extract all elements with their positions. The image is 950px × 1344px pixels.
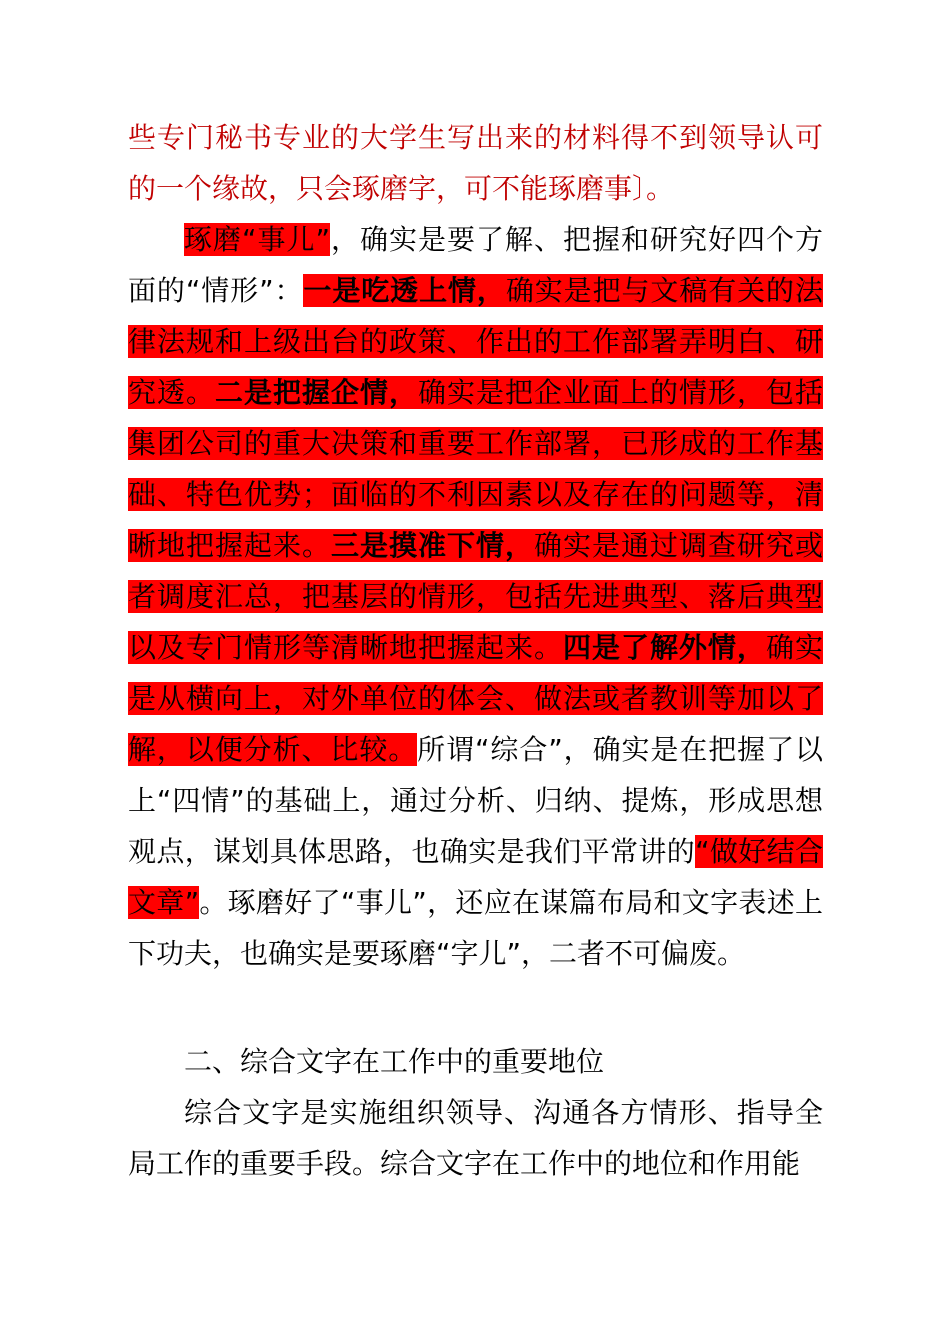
- point-four-text: 确实是从横向上，对外单位的体会、做法或者教训等加以了解，以便分析、比较。: [128, 631, 823, 766]
- point-one-heading: 一是吃透上情，: [303, 274, 506, 307]
- point-four-heading: 四是了解外情，: [562, 631, 766, 664]
- point-two-text: 确实是把企业面上的情形，包括集团公司的重大决策和重要工作部署，已形成的工作基础、特色优势；面临的不利因素以及存在的问题等，清晰地把握起来。: [128, 376, 823, 562]
- text-segment: 所谓“综合”，确实是在把握了以上“四情”的基础上，通过分析、归纳、提炼，形成思想观点，谋划具体思路，也确实是我们平常讲的: [128, 733, 823, 868]
- intro-paragraph: 些专门秘书专业的大学生写出来的材料得不到领导认可的一个缘故，只会琢磨字，可不能琢磨事〕。: [128, 121, 823, 205]
- point-one-text: 确实是把与文稿有关的法律法规和上级出台的政策、作出的工作部署弄明白、研究透。: [128, 274, 823, 409]
- highlight-zuohao-jiehe-wenzhang: “做好结合文章”: [128, 835, 823, 919]
- point-three-text: 确实是通过调查研究或者调度汇总，把基层的情形，包括先进典型、落后典型以及专门情形等清晰地把握起来。: [128, 529, 823, 664]
- point-two-heading: 二是把握企情，: [215, 376, 418, 409]
- main-paragraph: [128, 214, 823, 979]
- last-paragraph: 综合文字是实施组织领导、沟通各方情形、指导全局工作的重要手段。综合文字在工作中的地位和作用能: [128, 1096, 823, 1180]
- section-heading: 二、综合文字在工作中的重要地位: [184, 1045, 605, 1078]
- text-segment: 。琢磨好了“事儿”，还应在谋篇布局和文字表述上下功夫，也确实是要琢磨“字儿”，二者不可偏废。: [128, 886, 823, 970]
- text-segment: ，确实是要了解、把握和研究好四个方面的“情形”：: [128, 223, 823, 307]
- highlight-block-four-situations: [128, 274, 823, 766]
- highlight-zhuomo-shier: 琢磨“事儿”: [184, 223, 331, 256]
- point-three-heading: 三是摸准下情，: [331, 529, 534, 562]
